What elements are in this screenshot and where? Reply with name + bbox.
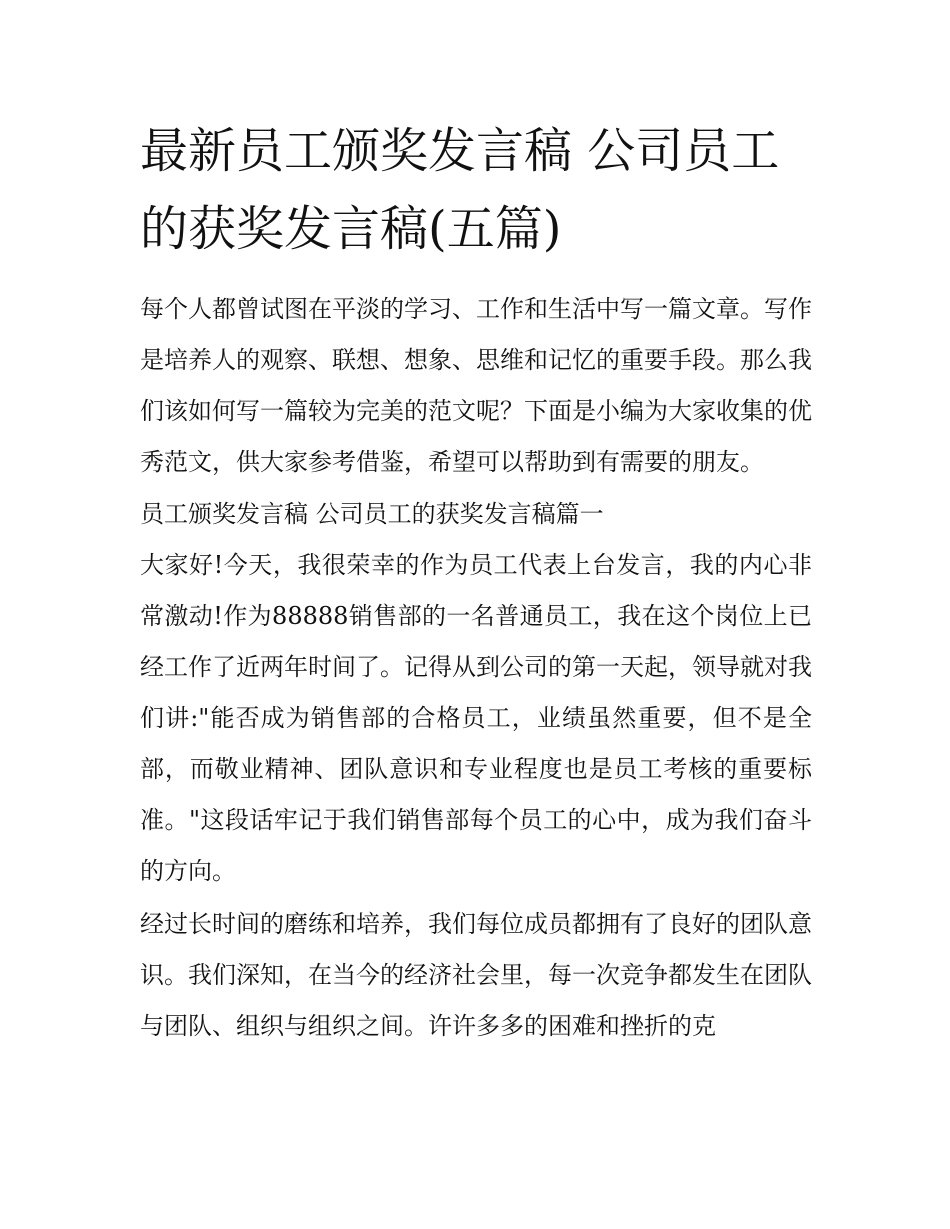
section-heading: 员工颁奖发言稿 公司员工的获奖发言稿篇一 [140,500,604,528]
body-paragraph-1: 大家好!今天，我很荣幸的作为员工代表上台发言，我的内心非常激动!作为88888销售部的一名普通员工，我在这个岗位上已经工作了近两年时间了。记得从到公司的第一天起，领导就对我们讲:"能否成为销售部的合格员工，业绩虽然重要，但不是全部，而敬业精神、团队意识和专业程度也是员工考核的重要标准。"这段话牢记于我们销售部每个员工的心中，成为我们奋斗的方向。 [140,551,812,885]
body-paragraph-2: 经过长时间的磨练和培养，我们每位成员都拥有了良好的团队意识。我们深知，在当今的经济社会里，每一次竞争都发生在团队与团队、组织与组织之间。许许多多的困难和挫折的克 [140,910,812,1040]
document-page [140,112,812,1052]
document-title: 最新员工颁奖发言稿 公司员工的获奖发言稿(五篇) [140,123,780,257]
intro-paragraph: 每个人都曾试图在平淡的学习、工作和生活中写一篇文章。写作是培养人的观察、联想、想象、思维和记忆的重要手段。那么我们该如何写一篇较为完美的范文呢？下面是小编为大家收集的优秀范文，供大家参考借鉴，希望可以帮助到有需要的朋友。 [140,295,812,476]
